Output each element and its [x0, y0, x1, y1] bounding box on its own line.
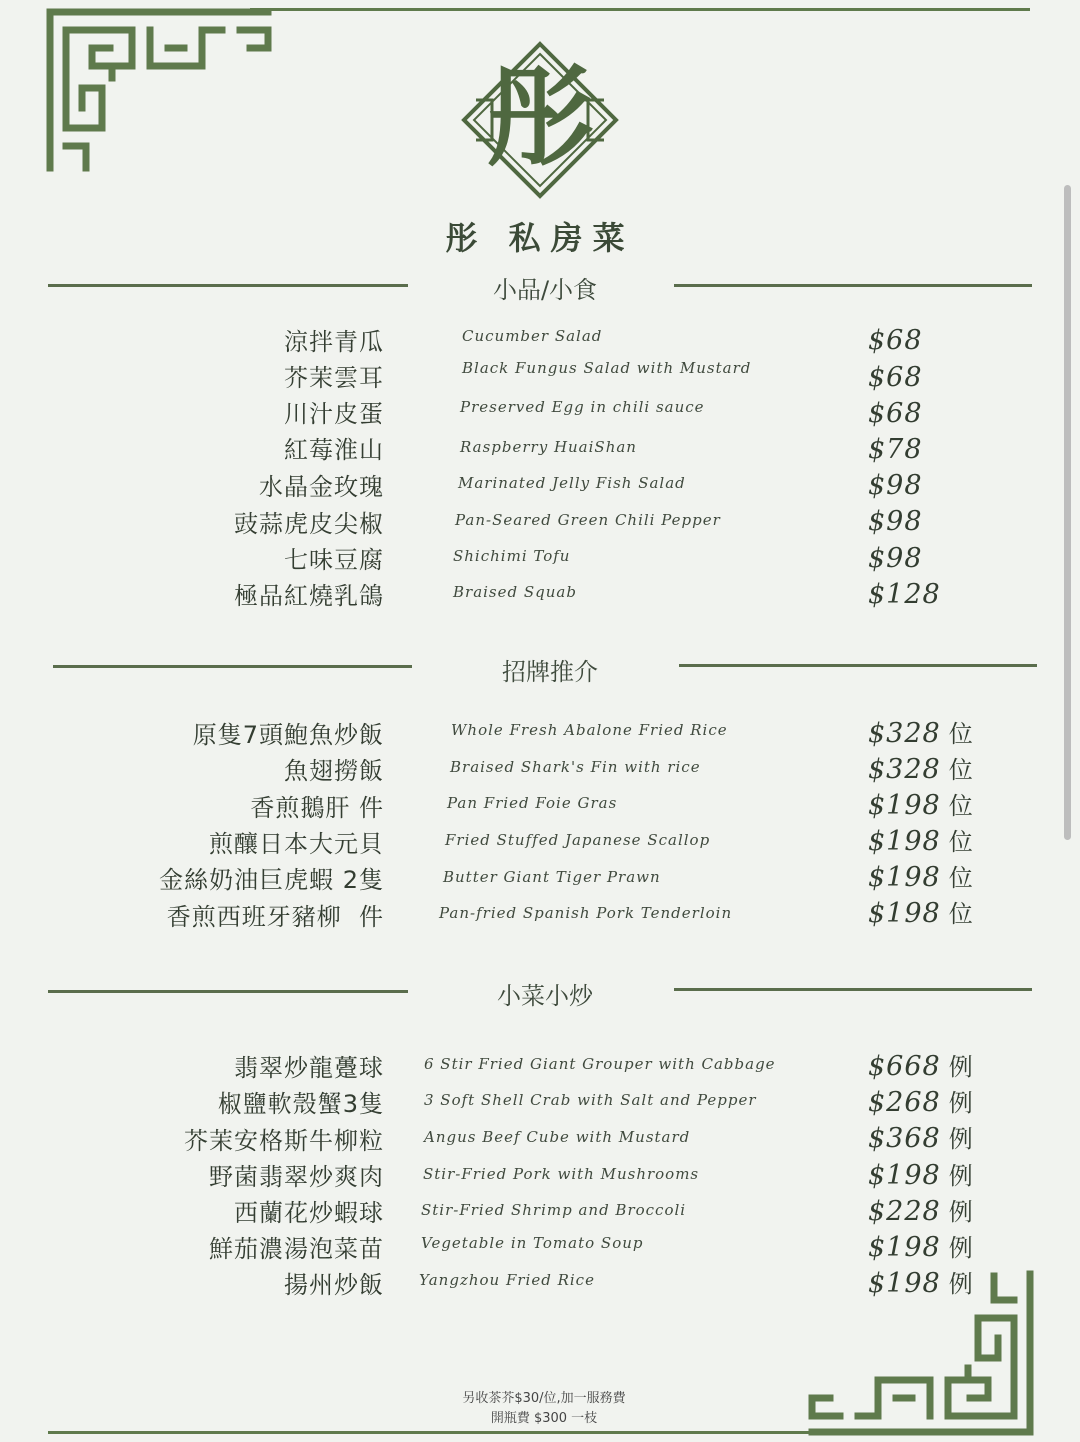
dish-name-zh: 芥茉安格斯牛柳粒 — [184, 1127, 384, 1155]
price-unit: 位 — [948, 864, 974, 892]
section-title-stir-fry: 小菜小炒 — [497, 982, 593, 1010]
dish-name-zh: 七味豆腐 — [284, 546, 384, 574]
dish-price — [868, 786, 974, 821]
price-amount: $198 — [868, 1160, 941, 1191]
price-unit: 位 — [948, 828, 974, 856]
dish-price: $68 — [868, 398, 923, 429]
dish-price — [868, 894, 974, 929]
section-divider — [674, 988, 1032, 991]
price-amount: $228 — [868, 1196, 941, 1227]
price-unit: 例 — [948, 1162, 974, 1190]
dish-name-zh: 鮮茄濃湯泡菜苗 — [209, 1235, 384, 1263]
dish-name-zh: 香煎西班牙豬柳 件 — [166, 903, 384, 931]
dish-name-en: Pan Fried Foie Gras — [447, 794, 618, 812]
fret-corner-top-left — [42, 8, 274, 174]
dish-name-en: Pan-fried Spanish Pork Tenderloin — [439, 904, 733, 922]
dish-name-zh: 西蘭花炒蝦球 — [234, 1199, 384, 1227]
price-amount: $328 — [868, 718, 941, 749]
section-divider — [679, 664, 1037, 667]
dish-price: $68 — [868, 362, 923, 393]
dish-name-zh: 豉蒜虎皮尖椒 — [234, 510, 384, 538]
scrollbar[interactable] — [1064, 185, 1071, 840]
dish-name-en: Raspberry HuaiShan — [460, 438, 637, 456]
dish-name-en: Vegetable in Tomato Soup — [421, 1234, 644, 1252]
dish-name-zh: 川汁皮蛋 — [284, 400, 384, 428]
restaurant-logo — [458, 40, 622, 200]
dish-price — [868, 1264, 974, 1299]
dish-name-en: Shichimi Tofu — [453, 547, 571, 565]
price-amount: $198 — [868, 790, 941, 821]
section-divider — [48, 284, 408, 287]
dish-price: $68 — [868, 325, 923, 356]
dish-price: $78 — [868, 434, 923, 465]
dish-name-zh: 涼拌青瓜 — [284, 328, 384, 356]
price-unit: 例 — [948, 1053, 974, 1081]
dish-price: $128 — [868, 579, 941, 610]
dish-name-zh: 香煎鵝肝 件 — [250, 794, 384, 822]
dish-name-en: Cucumber Salad — [462, 327, 603, 345]
logo-character: 彤 — [485, 55, 594, 181]
dish-price — [868, 1083, 974, 1118]
dish-name-en: Braised Shark's Fin with rice — [450, 758, 701, 776]
bottom-border — [48, 1431, 828, 1434]
price-amount: $198 — [868, 826, 941, 857]
dish-name-en: Preserved Egg in chili sauce — [460, 398, 705, 416]
dish-price — [868, 714, 974, 749]
dish-name-zh: 原隻7頭鮑魚炒飯 — [192, 721, 384, 749]
dish-name-en: Braised Squab — [453, 583, 577, 601]
dish-name-en: Black Fungus Salad with Mustard — [462, 359, 752, 377]
dish-name-en: Pan-Seared Green Chili Pepper — [455, 511, 721, 529]
price-unit: 位 — [948, 792, 974, 820]
dish-name-zh: 翡翠炒龍躉球 — [234, 1054, 384, 1082]
dish-price: $98 — [868, 470, 923, 501]
top-border — [250, 8, 1030, 11]
section-divider — [674, 284, 1032, 287]
dish-price: $98 — [868, 543, 923, 574]
dish-name-en: 3 Soft Shell Crab with Salt and Pepper — [424, 1091, 757, 1109]
dish-price — [868, 1047, 974, 1082]
dish-name-zh: 金絲奶油巨虎蝦 2隻 — [159, 866, 384, 894]
dish-name-en: Whole Fresh Abalone Fried Rice — [451, 721, 728, 739]
price-amount: $198 — [868, 1232, 941, 1263]
dish-name-zh: 極品紅燒乳鴿 — [234, 582, 384, 610]
price-amount: $328 — [868, 754, 941, 785]
dish-price — [868, 1192, 974, 1227]
dish-price — [868, 1156, 974, 1191]
price-unit: 例 — [948, 1234, 974, 1262]
dish-name-en: Stir-Fried Shrimp and Broccoli — [421, 1201, 687, 1219]
dish-name-zh: 野菌翡翠炒爽肉 — [209, 1163, 384, 1191]
price-unit: 例 — [948, 1089, 974, 1117]
dish-name-zh: 芥茉雲耳 — [284, 364, 384, 392]
dish-price — [868, 858, 974, 893]
dish-price — [868, 1119, 974, 1154]
price-amount: $268 — [868, 1087, 941, 1118]
dish-name-zh: 揚州炒飯 — [284, 1271, 384, 1299]
section-title-signature: 招牌推介 — [502, 658, 598, 686]
footnote-corkage: 開瓶費 $300 一枝 — [490, 1411, 598, 1426]
dish-price: $98 — [868, 506, 923, 537]
dish-name-en: Fried Stuffed Japanese Scallop — [445, 831, 711, 849]
dish-name-en: Marinated Jelly Fish Salad — [458, 474, 686, 492]
dish-price — [868, 822, 974, 857]
price-amount: $198 — [868, 898, 941, 929]
dish-name-zh: 椒鹽軟殼蟹3隻 — [217, 1090, 384, 1118]
dish-name-zh: 紅莓淮山 — [284, 436, 384, 464]
price-amount: $668 — [868, 1051, 941, 1082]
restaurant-name: 彤 私房菜 — [445, 219, 635, 257]
dish-name-zh: 煎釀日本大元貝 — [209, 830, 384, 858]
footnote-tea-service: 另收茶芥$30/位,加一服務費 — [462, 1391, 626, 1406]
price-unit: 位 — [948, 756, 974, 784]
section-divider — [48, 990, 408, 993]
dish-name-zh: 水晶金玫瑰 — [259, 473, 384, 501]
price-unit: 位 — [948, 900, 974, 928]
price-amount: $368 — [868, 1123, 941, 1154]
price-unit: 例 — [948, 1125, 974, 1153]
dish-name-en: 6 Stir Fried Giant Grouper with Cabbage — [424, 1055, 776, 1073]
section-divider — [53, 665, 412, 668]
dish-price — [868, 750, 974, 785]
section-title-snacks: 小品/小食 — [492, 276, 598, 304]
price-unit: 位 — [948, 720, 974, 748]
dish-name-en: Angus Beef Cube with Mustard — [424, 1128, 691, 1146]
price-unit: 例 — [948, 1270, 974, 1298]
price-unit: 例 — [948, 1198, 974, 1226]
dish-name-en: Stir-Fried Pork with Mushrooms — [423, 1165, 700, 1183]
dish-name-en: Yangzhou Fried Rice — [419, 1271, 595, 1289]
price-amount: $198 — [868, 1268, 941, 1299]
dish-price — [868, 1228, 974, 1263]
price-amount: $198 — [868, 862, 941, 893]
dish-name-en: Butter Giant Tiger Prawn — [443, 868, 661, 886]
dish-name-zh: 魚翅撈飯 — [284, 757, 384, 785]
